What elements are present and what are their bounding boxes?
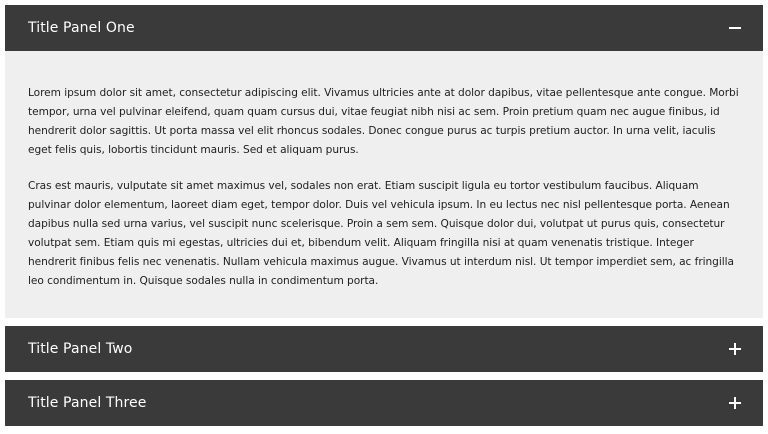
accordion-panel-one xyxy=(5,5,763,318)
accordion-panel-three xyxy=(5,380,763,426)
panel-three-header[interactable] xyxy=(5,380,763,426)
panel-one-header[interactable] xyxy=(5,5,763,51)
panel-one-title: Title Panel One xyxy=(28,20,135,36)
accordion xyxy=(5,5,763,426)
accordion-panel-two xyxy=(5,326,763,372)
panel-two-title: Title Panel Two xyxy=(28,341,133,357)
panel-three-title: Title Panel Three xyxy=(28,395,147,411)
minus-icon[interactable] xyxy=(729,22,741,34)
plus-icon[interactable] xyxy=(729,343,741,355)
panel-one-body xyxy=(5,51,763,318)
panel-one-paragraph-2: Cras est mauris, vulputate sit amet maximus vel, sodales non erat. Etiam suscipit ligula eu tortor vestibulum faucibus. Aliquam pulvinar dolor elementum, laoreet diam eget, tempor dolor. Duis vel vehicula ipsum. In eu lectus nec nisl pellentesque porta. Aenean dapibus nulla sed urna varius, vel suscipit nunc scelerisque. Proin a sem sem. Quisque dolor dui, volutpat ut purus quis, consectetur volutpat sem. Etiam quis mi egestas, ultricies dui et, bibendum velit. Aliquam fringilla nisi at quam venenatis tristique. Integer hendrerit finibus felis nec venenatis. Nullam vehicula maximus augue. Vivamus ut interdum nisl. Ut tempor imperdiet sem, ac fringilla leo condimentum in. Quisque sodales nulla in condimentum porta. xyxy=(28,180,734,287)
panel-one-paragraph-1: Lorem ipsum dolor sit amet, consectetur adipiscing elit. Vivamus ultricies ante at dolor dapibus, vitae pellentesque ante congue. Morbi tempor, urna vel pulvinar eleifend, quam quam cursus dui, vitae feugiat nibh nisi ac sem. Proin pretium quam nec augue finibus, id hendrerit dolor sagittis. Ut porta massa vel elit rhoncus sodales. Donec congue purus ac turpis pretium auctor. In urna velit, iaculis eget felis quis, lobortis tincidunt mauris. Sed et aliquam purus. xyxy=(28,87,739,156)
panel-two-header[interactable] xyxy=(5,326,763,372)
plus-icon[interactable] xyxy=(729,397,741,409)
